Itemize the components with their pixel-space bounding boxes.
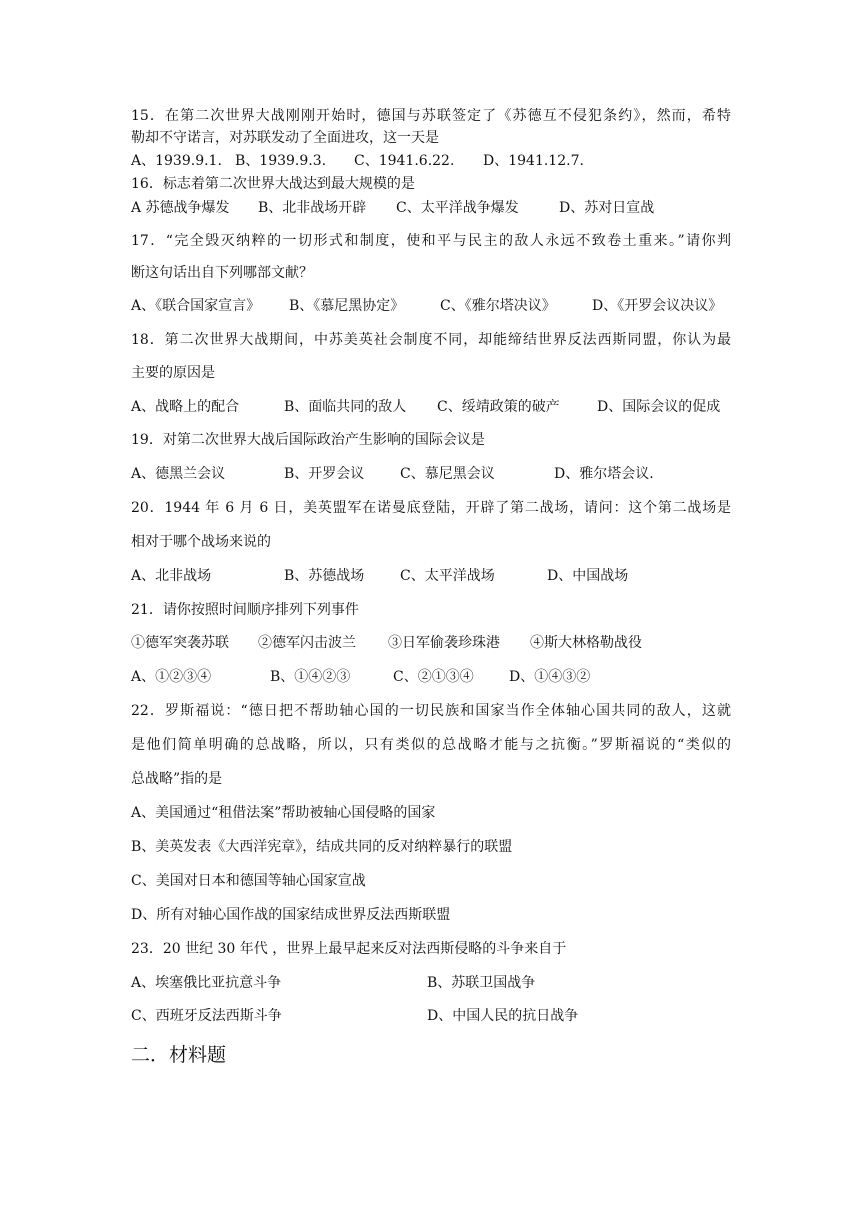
q21-event-4: ④斯大林格勒战役 [530, 635, 642, 651]
q15-option-d: D、1941.12.7. [483, 153, 584, 169]
q18-option-c: C、绥靖政策的破产 [437, 399, 560, 415]
q15-option-c: C、1941.6.22. [354, 153, 455, 169]
q16-option-d: D、苏对日宣战 [559, 200, 655, 216]
q21-event-2: ②德军闪击波兰 [258, 635, 356, 651]
q17-option-c: C、《雅尔塔决议》 [440, 298, 556, 314]
q21-option-a: A、①②③④ [131, 669, 212, 685]
q21-event-1: ①德军突袭苏联 [131, 635, 229, 651]
q19-option-b: B、开罗会议 [284, 466, 365, 482]
q16-option-a: A 苏德战争爆发 [131, 200, 230, 216]
q23-option-c: C、西班牙反法西斯斗争 [131, 1008, 282, 1024]
q21-option-b: B、①④②③ [270, 669, 351, 685]
q20-option-a: A、北非战场 [131, 568, 212, 584]
q23-option-a: A、埃塞俄比亚抗意斗争 [131, 975, 282, 991]
q19-option-c: C、慕尼黑会议 [400, 466, 495, 482]
q21-stem: 21．请你按照时间顺序排列下列事件 [131, 602, 359, 618]
q18-option-d: D、国际会议的促成 [597, 399, 721, 415]
q20-option-c: C、太平洋战场 [400, 568, 495, 584]
q17-option-b: B、《慕尼黑协定》 [289, 298, 405, 314]
section-heading-materials: 二．材料题 [131, 1044, 227, 1066]
q15-option-b: B、1939.9.3. [235, 153, 327, 169]
q16-option-c: C、太平洋战争爆发 [396, 200, 519, 216]
q16-option-b: B、北非战场开辟 [258, 200, 367, 216]
q15-stem-line2: 勒却不守诺言，对苏联发动了全面进攻，这一天是 [131, 130, 439, 146]
q20-stem-line1: 20．1944 年 6 月 6 日，美英盟军在诺曼底登陆，开辟了第二战场，请问：这个第二战场是 [131, 500, 731, 516]
q23-option-d: D、中国人民的抗日战争 [427, 1008, 579, 1024]
q22-stem-line1: 22．罗斯福说：“德日把不帮助轴心国的一切民族和国家当作全体轴心国共同的敌人，这就 [131, 703, 731, 719]
q15-stem-line1: 15．在第二次世界大战刚刚开始时，德国与苏联签定了《苏德互不侵犯条约》，然而，希特 [131, 108, 731, 124]
q18-option-b: B、面临共同的敌人 [284, 399, 407, 415]
q17-stem-line1: 17．“完全毁灭纳粹的一切形式和制度，使和平与民主的敌人永远不致卷土重来。”请你判 [131, 233, 731, 249]
q22-stem-line3: 总战略”指的是 [131, 771, 223, 787]
q22-option-c: C、美国对日本和德国等轴心国家宣战 [131, 873, 366, 889]
q21-option-c: C、②①③④ [393, 669, 474, 685]
q18-option-a: A、战略上的配合 [131, 399, 240, 415]
q22-option-b: B、美英发表《大西洋宪章》，结成共同的反对纳粹暴行的联盟 [131, 839, 513, 855]
q17-stem-line2: 断这句话出自下列哪部文献？ [131, 265, 313, 281]
q15-option-a: A、1939.9.1. [131, 153, 222, 169]
q21-event-3: ③日军偷袭珍珠港 [388, 635, 500, 651]
q19-stem: 19．对第二次世界大战后国际政治产生影响的国际会议是 [131, 432, 485, 448]
q18-stem-line1: 18．第二次世界大战期间，中苏美英社会制度不同，却能缔结世界反法西斯同盟，你认为最 [131, 332, 731, 348]
q22-option-d: D、所有对轴心国作战的国家结成世界反法西斯联盟 [131, 907, 451, 923]
q23-stem: 23．20 世纪 30 年代 ，世界上最早起来反对法西斯侵略的斗争来自于 [131, 941, 567, 957]
q18-stem-line2: 主要的原因是 [131, 365, 215, 381]
q23-option-b: B、苏联卫国战争 [427, 975, 536, 991]
q19-option-a: A、德黑兰会议 [131, 466, 226, 482]
q16-stem: 16．标志着第二次世界大战达到最大规模的是 [131, 176, 415, 192]
q17-option-a: A、《联合国家宣言》 [131, 298, 261, 314]
q19-option-d: D、雅尔塔会议. [554, 466, 654, 482]
q17-option-d: D、《开罗会议决议》 [592, 298, 723, 314]
q20-option-d: D、中国战场 [547, 568, 629, 584]
q20-stem-line2: 相对于哪个战场来说的 [131, 534, 271, 550]
q20-option-b: B、苏德战场 [284, 568, 365, 584]
q22-option-a: A、美国通过“租借法案”帮助被轴心国侵略的国家 [131, 805, 436, 821]
q21-option-d: D、①④③② [509, 669, 591, 685]
q22-stem-line2: 是他们简单明确的总战略，所以，只有类似的总战略才能与之抗衡。”罗斯福说的“类似的 [131, 737, 731, 753]
